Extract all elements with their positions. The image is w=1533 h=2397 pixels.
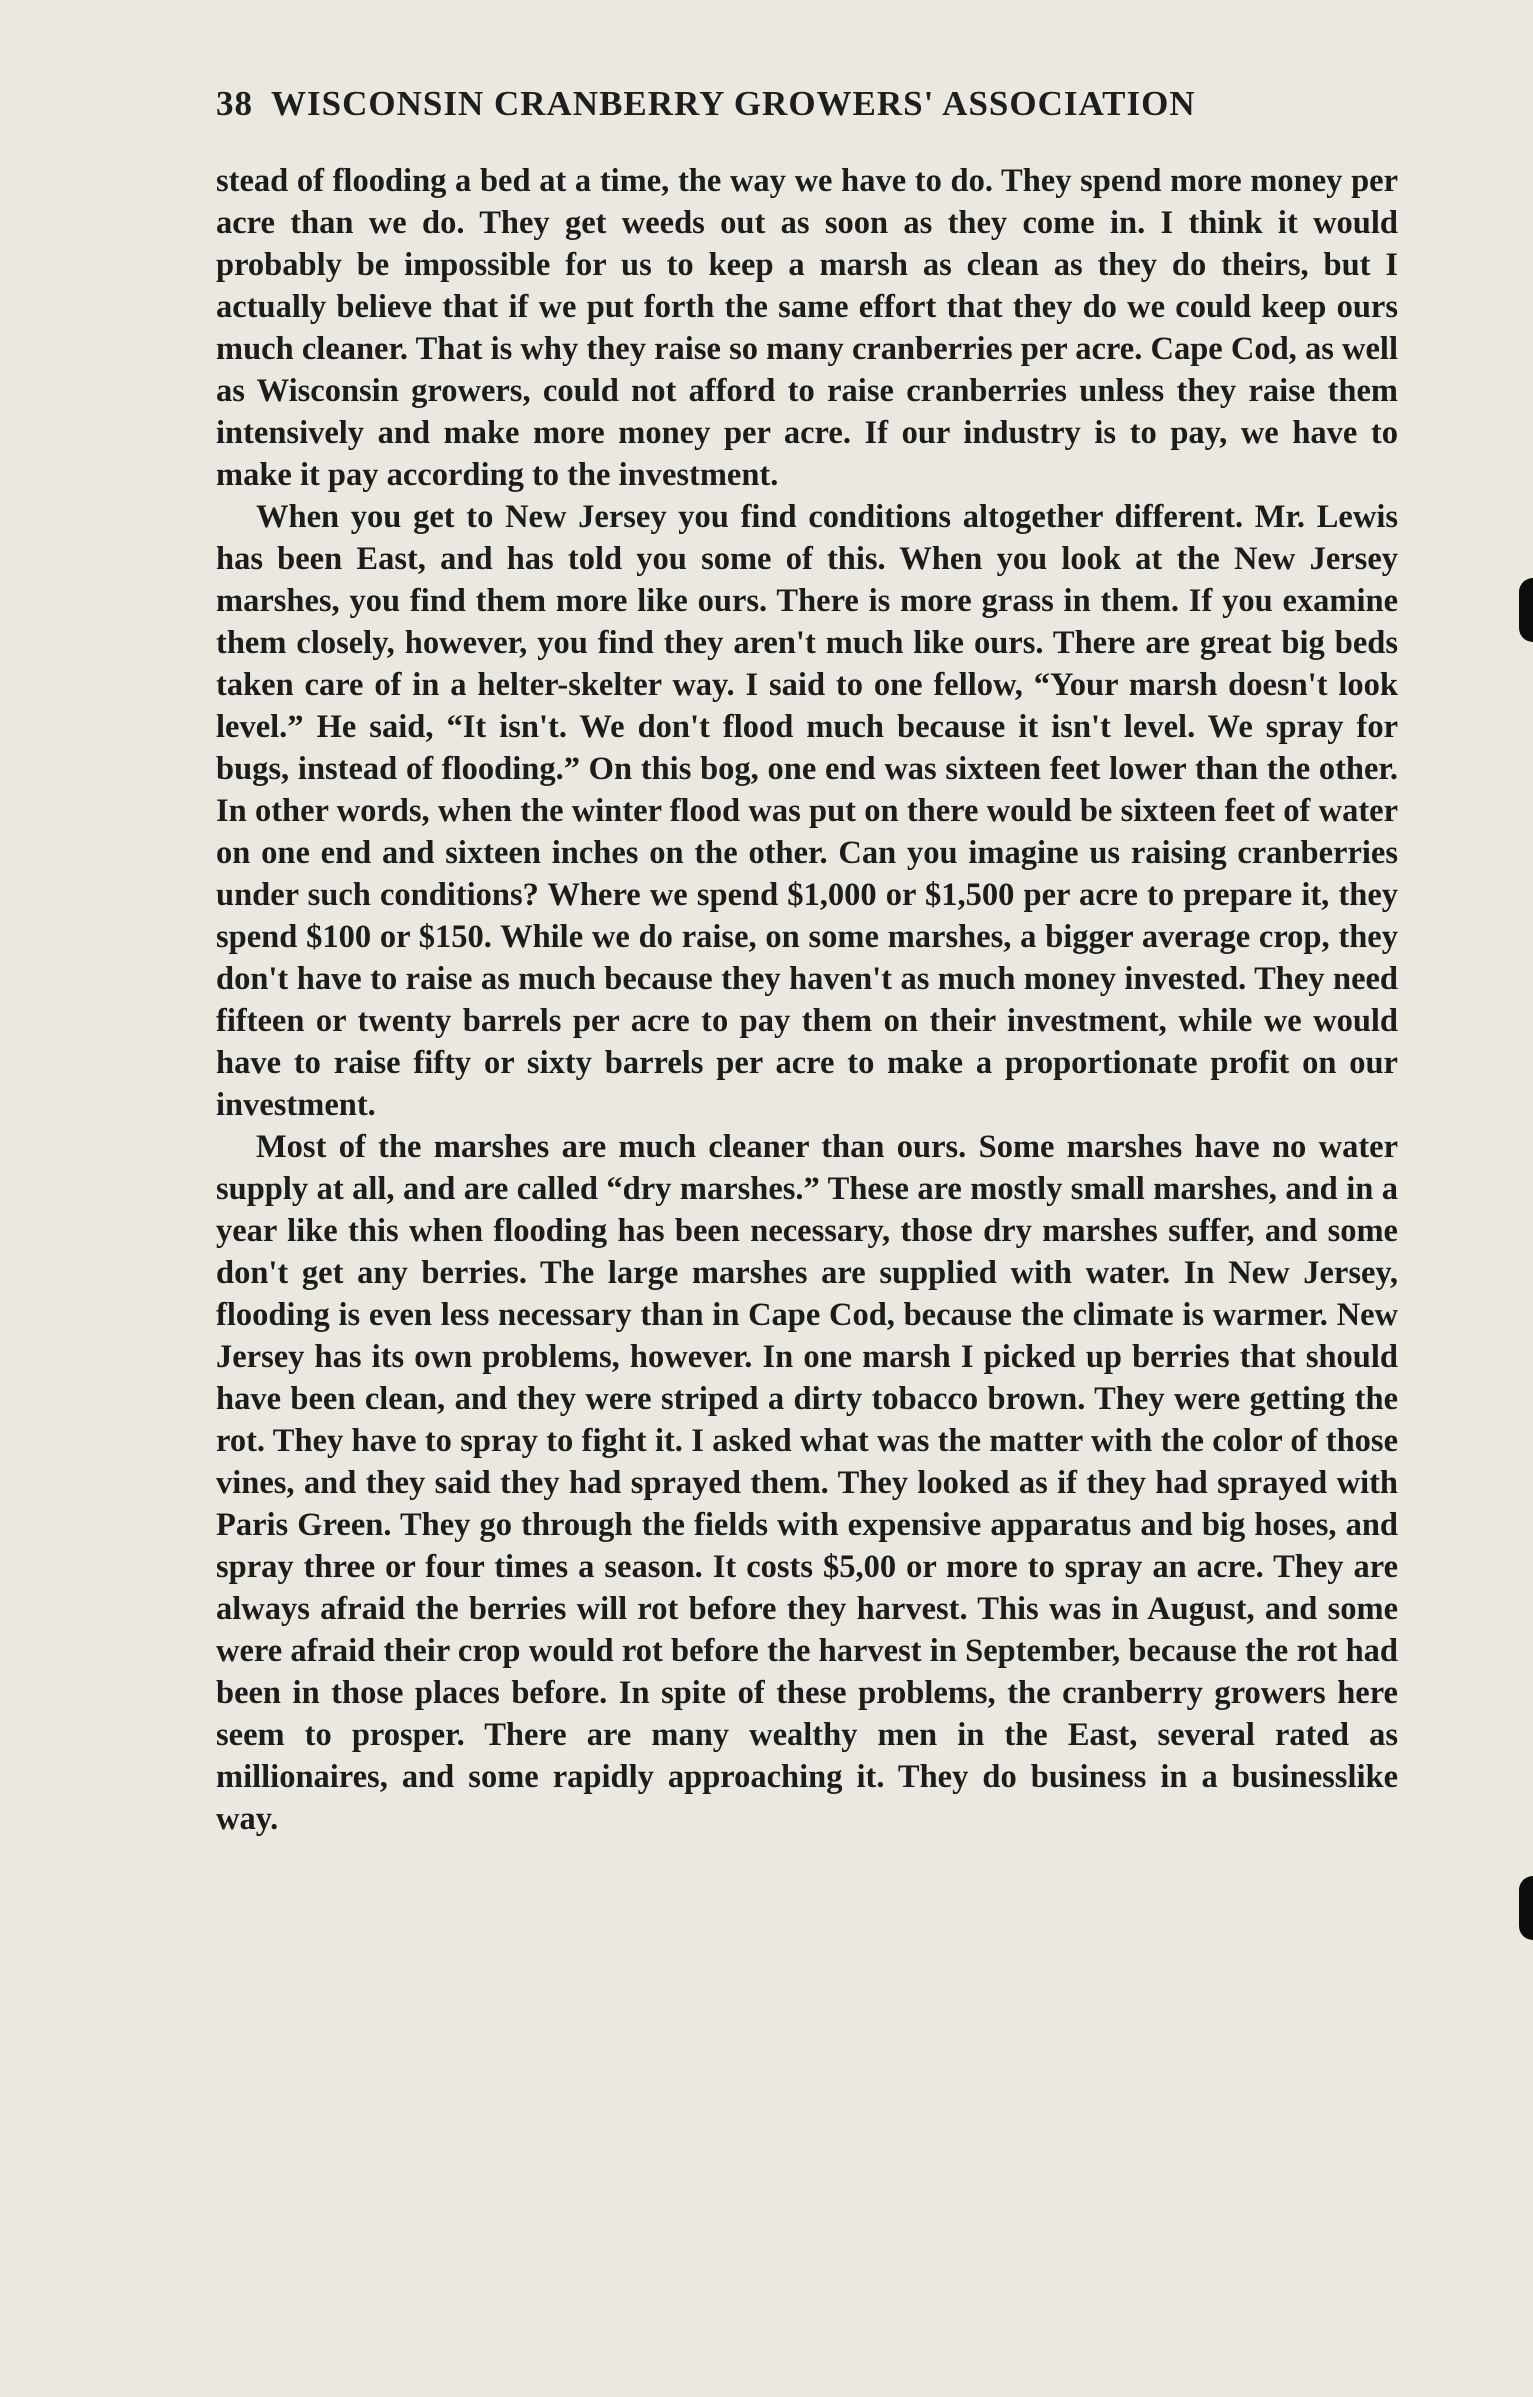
paragraph-3: Most of the marshes are much cleaner than ours. Some marshes have no water supply at all, and are called “dry marshes.” These are mostly small marshes, and in a year like this when flooding has been necessary, those dry marshes suffer, and some don't get any berries. The large marshes are supplied with water. In New Jersey, flooding is even less necessary than in Cape Cod, because the climate is warmer. New Jersey has its own problems, however. In one marsh I picked up berries that should have been clean, and they were striped a dirty tobacco brown. They were getting the rot. They have to spray to fight it. I asked what was the matter with the color of those vines, and they said they had sprayed them. They looked as if they had sprayed with Paris Green. They go through the fields with expensive apparatus and big hoses, and spray three or four times a season. It costs $5,00 or more to spray an acre. They are always afraid the berries will rot before they harvest. This was in August, and some were afraid their crop would rot before the harvest in September, because the rot had been in those places before. In spite of these problems, the cranberry growers here seem to prosper. There are many wealthy men in the East, several rated as millionaires, and some rapidly approaching it. They do business in a businesslike way. <box>216 1129 1398 1837</box>
binding-hole-mark <box>1519 1876 1533 1940</box>
page-number: 38 <box>216 84 253 123</box>
paragraph-1: stead of flooding a bed at a time, the way we have to do. They spend more money per acre than we do. They get weeds out as soon as they come in. I think it would probably be impossible for us to keep a marsh as clean as they do theirs, but I actually believe that if we put forth the same effort that they do we could keep ours much cleaner. That is why they raise so many cranberries per acre. Cape Cod, as well as Wisconsin growers, could not afford to raise cranberries unless they raise them intensively and make more money per acre. If our industry is to pay, we have to make it pay according to the investment. <box>216 163 1398 493</box>
binding-hole-mark <box>1519 578 1533 642</box>
running-head-title: WISCONSIN CRANBERRY GROWERS' ASSOCIATION <box>271 84 1196 123</box>
running-head <box>216 84 1396 124</box>
paragraph-2: When you get to New Jersey you find conditions altogether different. Mr. Lewis has been East, and has told you some of this. When you look at the New Jersey marshes, you find them more like ours. There is more grass in them. If you examine them closely, however, you find they aren't much like ours. There are great big beds taken care of in a helter-skelter way. I said to one fellow, “Your marsh doesn't look level.” He said, “It isn't. We don't flood much because it isn't level. We spray for bugs, instead of flooding.” On this bog, one end was sixteen feet lower than the other. In other words, when the winter flood was put on there would be sixteen feet of water on one end and sixteen inches on the other. Can you imagine us raising cranberries under such conditions? Where we spend $1,000 or $1,500 per acre to prepare it, they spend $100 or $150. While we do raise, on some marshes, a bigger average crop, they don't have to raise as much because they haven't as much money invested. They need fifteen or twenty barrels per acre to pay them on their investment, while we would have to raise fifty or sixty barrels per acre to make a proportionate profit on our investment. <box>216 499 1398 1123</box>
body-text <box>216 160 1398 1840</box>
